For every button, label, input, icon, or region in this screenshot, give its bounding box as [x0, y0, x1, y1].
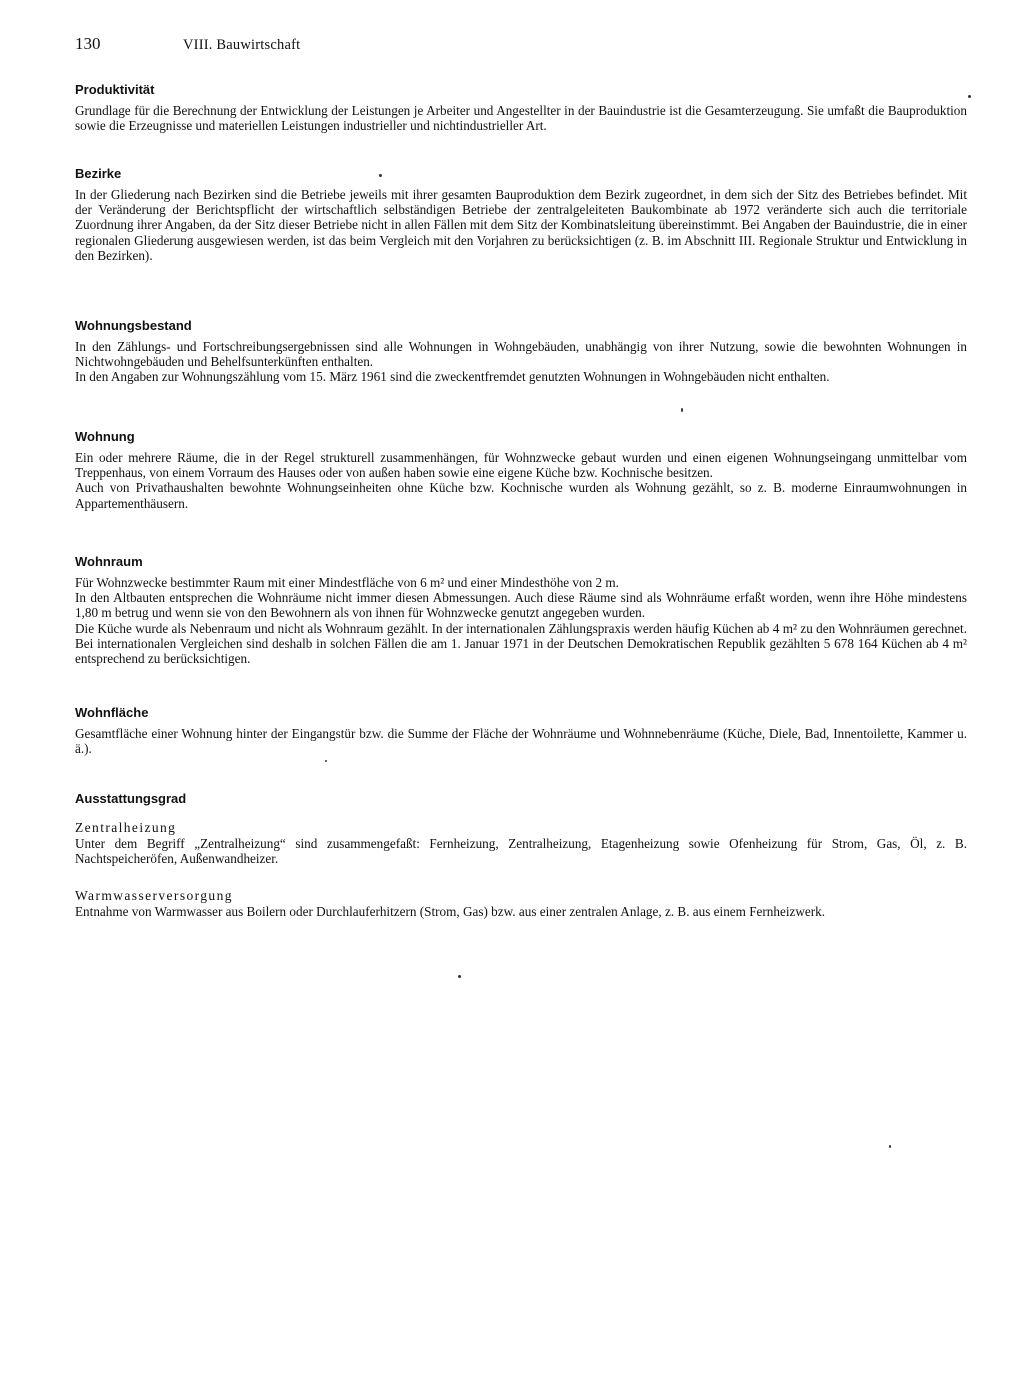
subheading-warmwasser: Warmwasserversorgung	[75, 888, 233, 904]
scan-speck	[379, 174, 382, 177]
zentralheizung-text: Unter dem Begriff „Zentralheizung“ sind zusammengefaßt: Fernheizung, Zentralheizung, Etagenheizung sowie Ofenheizung für Strom, Gas, Öl, z. B. Nachtspeicheröfen, Außenwandheizer.	[75, 836, 967, 867]
running-header	[75, 34, 967, 60]
section-paragraph: In den Zählungs- und Fortschreibungsergebnissen sind alle Wohnungen in Wohngebäuden, unabhängig von ihrer Nutzung, sowie die bewohnten Wohnungen in Nichtwohngebäuden und Behelfsunterkünften enthalten.	[75, 339, 967, 370]
section-heading: Wohnung	[75, 429, 135, 444]
section-wohnungsbestand	[75, 318, 967, 385]
subheading-zentralheizung: Zentralheizung	[75, 820, 177, 835]
scan-speck	[325, 760, 327, 762]
section-ausstattungsgrad	[75, 791, 967, 920]
page-number: 130	[75, 34, 101, 53]
section-paragraph: Die Küche wurde als Nebenraum und nicht als Wohnraum gezählt. In der internationalen Zählungspraxis werden häufig Küchen ab 4 m² zu den Wohnräumen gerechnet. Bei internationalen Vergleichen sind deshalb in solchen Fällen die am 1. Januar 1971 in der Deutschen Demokratischen Republik gezählten 5 678 164 Küchen ab 4 m² entsprechend zu berücksichtigen.	[75, 620, 967, 667]
section-text: Gesamtfläche einer Wohnung hinter der Eingangstür bzw. die Summe der Fläche der Wohnräume und Wohnnebenräume (Küche, Diele, Bad, Innentoilette, Kammer u. ä.).	[75, 726, 967, 757]
section-wohnung	[75, 429, 967, 511]
section-produktivitaet	[75, 82, 967, 133]
section-heading: Produktivität	[75, 82, 155, 97]
section-bezirke	[75, 166, 967, 263]
scan-speck	[458, 975, 461, 978]
section-paragraph: Auch von Privathaushalten bewohnte Wohnungseinheiten ohne Küche bzw. Kochnische wurden als Wohnung gezählt, so z. B. moderne Einraumwohnungen in Appartementhäusern.	[75, 480, 967, 511]
scan-speck	[968, 95, 971, 98]
document-page	[75, 34, 967, 920]
section-wohnflaeche	[75, 705, 967, 756]
section-heading: Wohnfläche	[75, 705, 149, 720]
scan-speck	[889, 1145, 891, 1148]
section-text: Grundlage für die Berechnung der Entwicklung der Leistungen je Arbeiter und Angestellter in der Bauindustrie ist die Gesamterzeugung. Sie umfaßt die Bauproduktion sowie die Erzeugnisse und materiellen Leistungen industrieller und nichtindustrieller Art.	[75, 103, 967, 134]
section-heading: Ausstattungsgrad	[75, 791, 187, 806]
section-paragraph: Für Wohnzwecke bestimmter Raum mit einer Mindestfläche von 6 m² und einer Mindesthöhe von 2 m.	[75, 575, 619, 590]
section-wohnraum	[75, 554, 967, 666]
warmwasser-text: Entnahme von Warmwasser aus Boilern oder Durchlauferhitzern (Strom, Gas) bzw. aus einer zentralen Anlage, z. B. aus einem Fernheizwerk.	[75, 904, 825, 920]
section-text: In der Gliederung nach Bezirken sind die Betriebe jeweils mit ihrer gesamten Bauproduktion dem Bezirk zugeordnet, in dem sich der Sitz des Betriebes befindet. Mit der Veränderung der Berichtspflicht der wirtschaftlich selbständigen Betriebe der zentralgeleiteten Baukombinate ab 1972 veränderte sich auch die territoriale Zuordnung ihrer Angaben, da der Sitz dieser Betriebe nicht in allen Fällen mit dem Sitz der Kombinatsleitung übereinstimmt. Bei Angaben der Bauindustrie, die in einer regionalen Gliederung ausgewiesen werden, ist das beim Vergleich mit den Vorjahren zu berücksichtigen (z. B. im Abschnitt III. Regionale Struktur und Entwicklung in den Bezirken).	[75, 187, 967, 263]
chapter-title: VIII. Bauwirtschaft	[183, 37, 301, 53]
section-paragraph: In den Altbauten entsprechen die Wohnräume nicht immer diesen Abmessungen. Auch diese Räume sind als Wohnräume erfaßt worden, wenn ihre Höhe mindestens 1,80 m betrug und wenn sie von den Bewohnern als von ihnen für Wohnzwecke genutzt angegeben wurden.	[75, 590, 967, 621]
section-paragraph: In den Angaben zur Wohnungszählung vom 15. März 1961 sind die zweckentfremdet genutzten Wohnungen in Wohngebäuden nicht enthalten.	[75, 369, 830, 385]
scan-speck	[681, 408, 683, 412]
section-paragraph: Ein oder mehrere Räume, die in der Regel strukturell zusammenhängen, für Wohnzwecke gebaut wurden und einen eigenen Wohnungseingang unmittelbar vom Treppenhaus, von einem Vorraum des Hauses oder von außen haben sowie eine eigene Küche bzw. Kochnische besitzen.	[75, 450, 967, 481]
section-heading: Wohnungsbestand	[75, 318, 192, 333]
section-heading: Wohnraum	[75, 554, 143, 569]
section-heading: Bezirke	[75, 166, 122, 181]
